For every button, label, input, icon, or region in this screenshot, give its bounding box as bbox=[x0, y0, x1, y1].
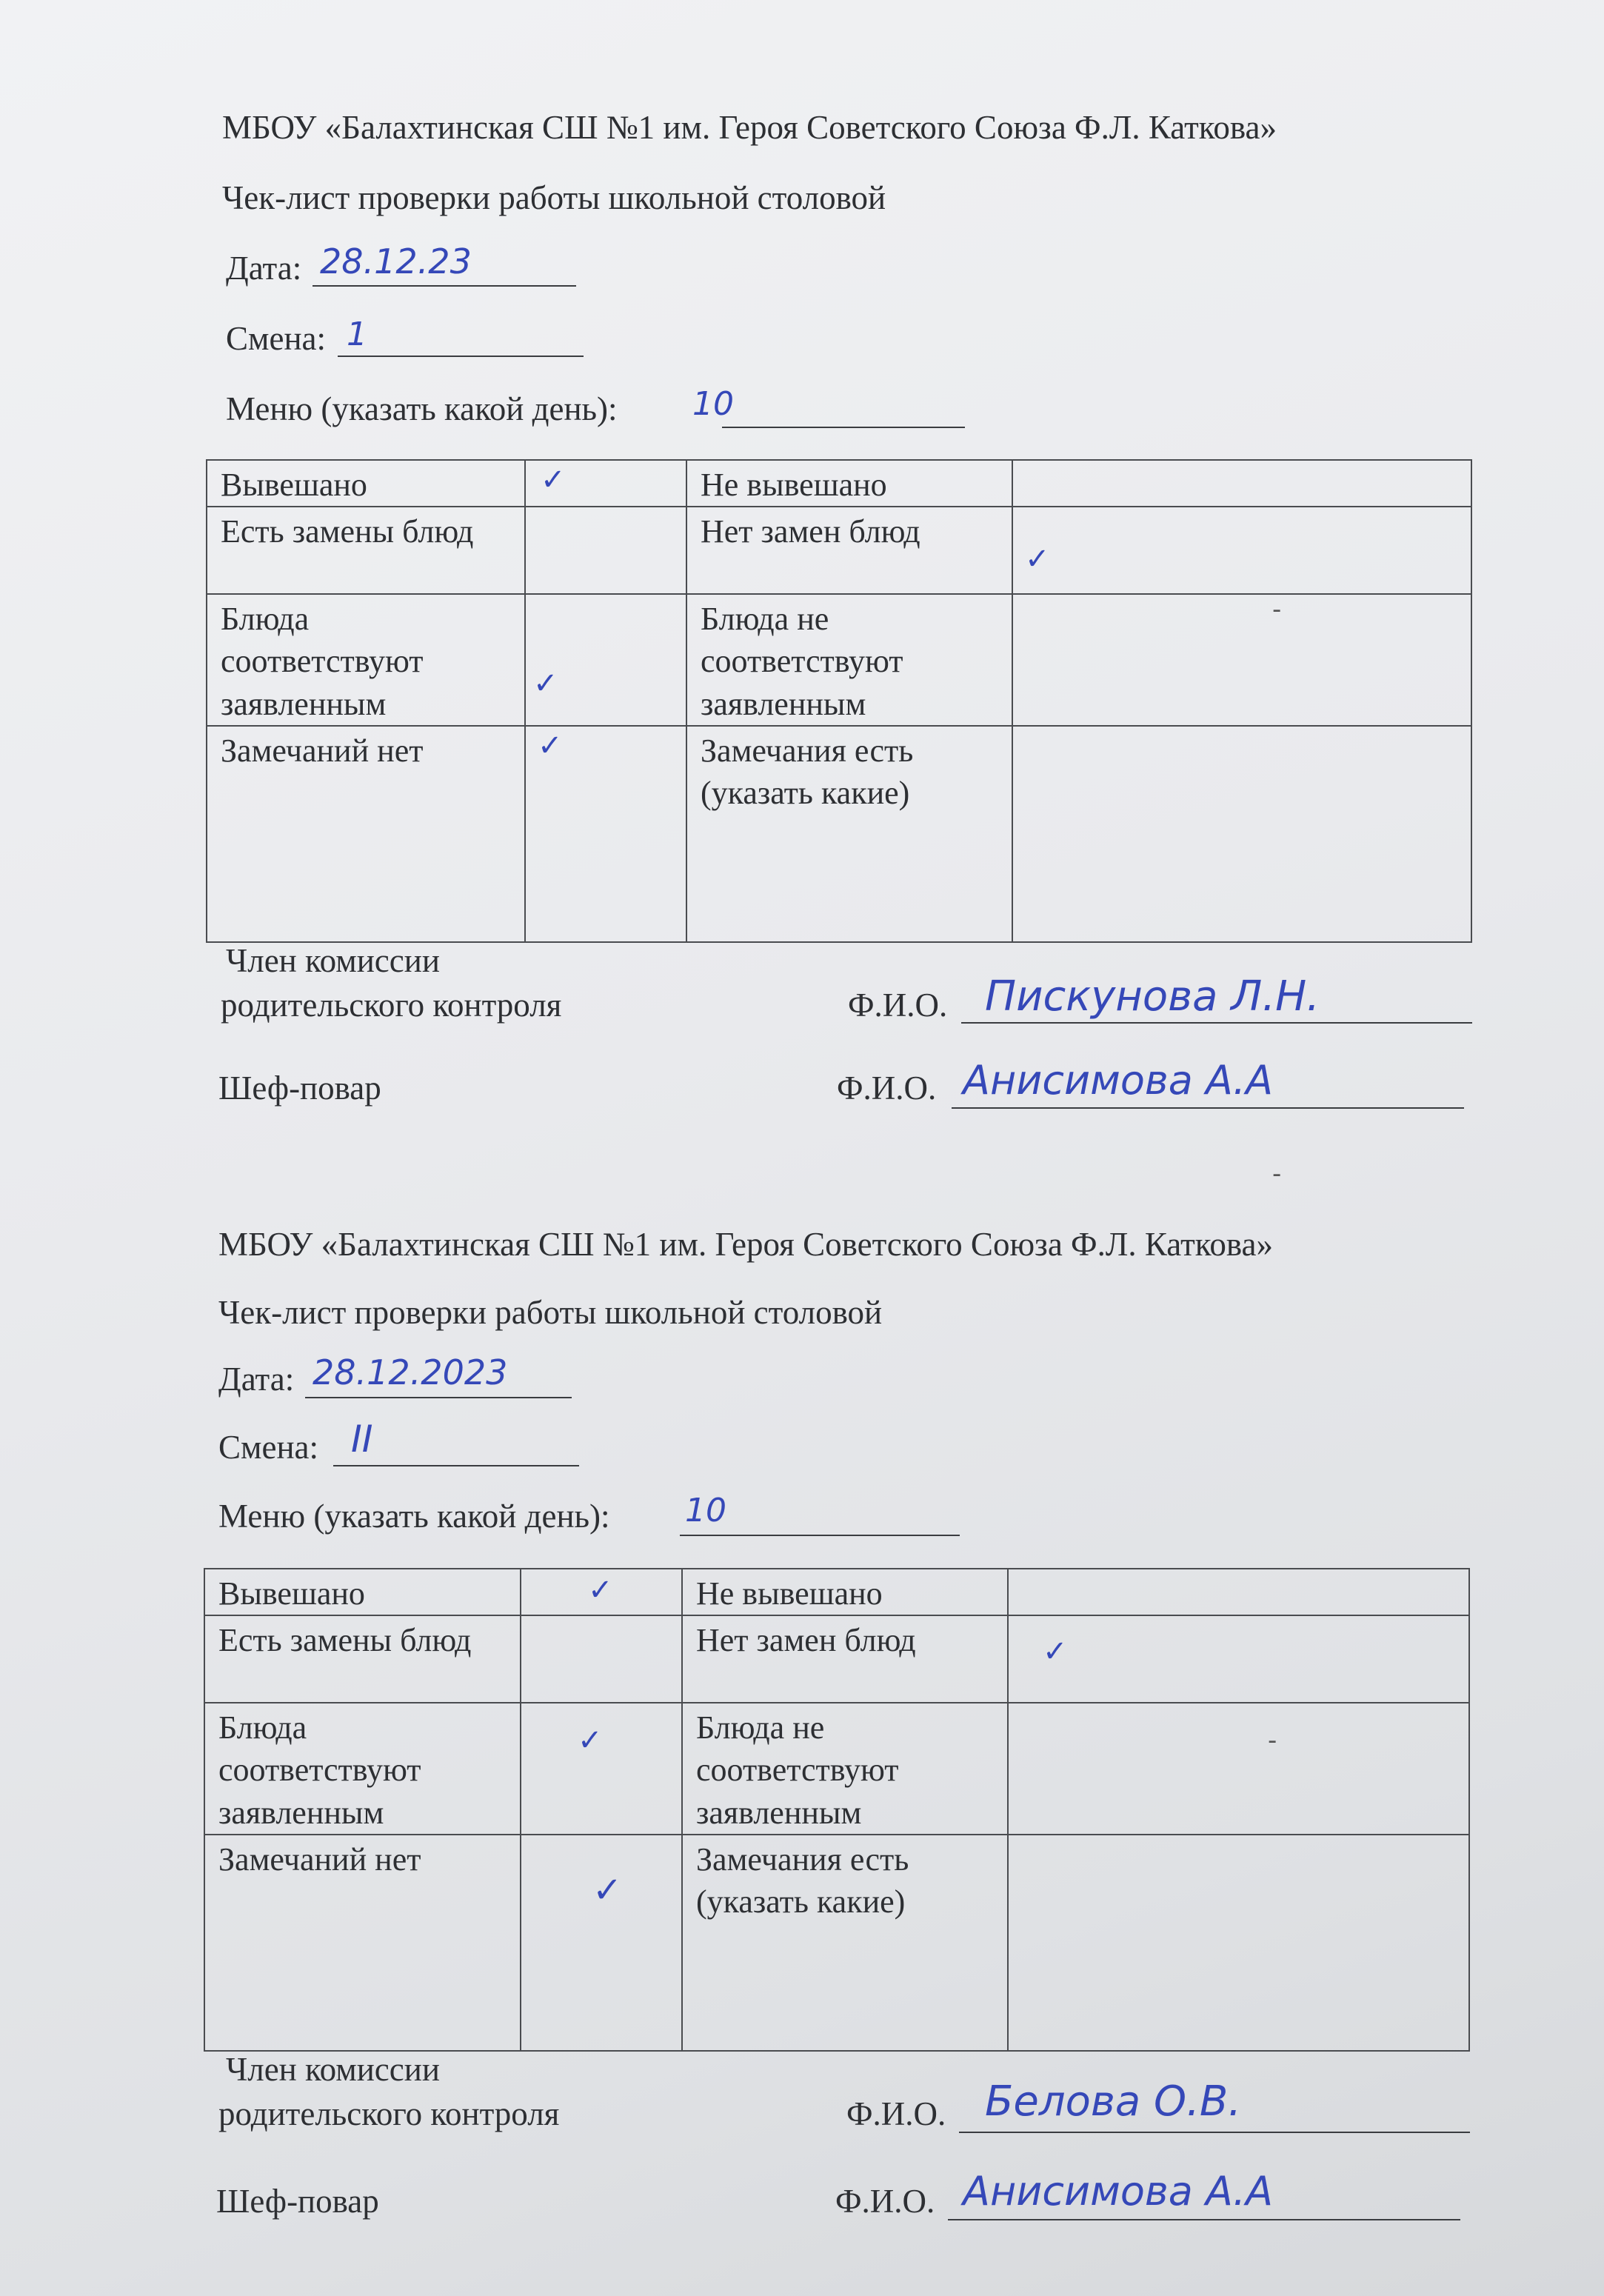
table-row bbox=[204, 1835, 1469, 2051]
school-name: МБОУ «Балахтинская СШ №1 им. Героя Советского Союза Ф.Л. Каткова» bbox=[218, 1226, 1273, 1263]
shift-field[interactable] bbox=[333, 1465, 579, 1466]
table-row bbox=[204, 1569, 1469, 1615]
school-name: МБОУ «Балахтинская СШ №1 им. Героя Советского Союза Ф.Л. Каткова» bbox=[222, 109, 1277, 146]
dash-mark: - bbox=[1268, 1726, 1277, 1756]
checkmark-icon: ✓ bbox=[588, 1573, 613, 1607]
table-row bbox=[207, 507, 1471, 594]
check-cell[interactable] bbox=[1008, 1569, 1469, 1615]
chef-label: Шеф-повар bbox=[216, 2183, 379, 2220]
check-cell[interactable] bbox=[1008, 1835, 1469, 2051]
chef-signature-field[interactable] bbox=[948, 2219, 1460, 2220]
date-label: Дата: bbox=[218, 1361, 295, 1398]
checklist-form-2 bbox=[0, 1111, 1604, 2266]
shift-field[interactable] bbox=[338, 356, 584, 357]
check-cell[interactable] bbox=[521, 1835, 682, 2051]
menu-label: Меню (указать какой день): bbox=[226, 390, 618, 427]
check-cell[interactable] bbox=[525, 726, 686, 942]
member-label-line-1: Член комиссии bbox=[226, 942, 440, 979]
checkmark-icon: ✓ bbox=[1025, 542, 1050, 577]
menu-label: Меню (указать какой день): bbox=[218, 1498, 610, 1535]
shift-label: Смена: bbox=[218, 1429, 319, 1466]
date-value: 28.12.2023 bbox=[313, 1352, 508, 1392]
menu-value: 10 bbox=[692, 385, 734, 423]
table-row bbox=[207, 460, 1471, 507]
table-cell: Замечания есть (указать какие) bbox=[682, 1835, 1008, 2051]
shift-value: 1 bbox=[347, 316, 367, 353]
check-cell[interactable] bbox=[521, 1569, 682, 1615]
table-cell: Блюда соответствуют заявленным bbox=[207, 594, 525, 726]
member-signature: Белова О.В. bbox=[985, 2078, 1242, 2126]
check-cell[interactable] bbox=[1012, 507, 1471, 594]
menu-value: 10 bbox=[685, 1492, 726, 1529]
member-label-line-1: Член комиссии bbox=[226, 2051, 440, 2088]
table-row bbox=[204, 1703, 1469, 1835]
fio-label: Ф.И.О. bbox=[848, 987, 948, 1024]
check-cell[interactable] bbox=[1012, 460, 1471, 507]
checkmark-icon: ✓ bbox=[533, 667, 558, 701]
table-cell: Вывешано bbox=[204, 1569, 521, 1615]
table-row bbox=[204, 1615, 1469, 1703]
form-title: Чек-лист проверки работы школьной столовой bbox=[222, 179, 886, 216]
fio-label: Ф.И.О. bbox=[835, 2183, 935, 2220]
form-title: Чек-лист проверки работы школьной столовой bbox=[218, 1294, 883, 1331]
check-cell[interactable] bbox=[1008, 1615, 1469, 1703]
shift-label: Смена: bbox=[226, 320, 327, 357]
checkmark-icon: ✓ bbox=[578, 1723, 603, 1758]
member-label-line-2: родительского контроля bbox=[221, 987, 562, 1024]
member-label-line-2: родительского контроля bbox=[218, 2095, 560, 2132]
member-signature-field[interactable] bbox=[959, 2132, 1470, 2133]
checkmark-icon: ✓ bbox=[1043, 1635, 1068, 1669]
table-row bbox=[207, 594, 1471, 726]
check-cell[interactable] bbox=[525, 507, 686, 594]
table-cell: Вывешано bbox=[207, 460, 525, 507]
table-cell: Есть замены блюд bbox=[204, 1615, 521, 1703]
menu-field[interactable] bbox=[722, 427, 965, 428]
table-row bbox=[207, 726, 1471, 942]
menu-field[interactable] bbox=[680, 1535, 960, 1536]
check-cell[interactable] bbox=[525, 594, 686, 726]
fio-label: Ф.И.О. bbox=[846, 2095, 946, 2132]
shift-value: II bbox=[351, 1418, 373, 1461]
checklist-table bbox=[204, 1568, 1470, 2052]
fio-label: Ф.И.О. bbox=[837, 1069, 937, 1107]
check-cell[interactable] bbox=[1008, 1703, 1469, 1835]
table-cell: Есть замены блюд bbox=[207, 507, 525, 594]
table-cell: Нет замен блюд bbox=[686, 507, 1012, 594]
stray-mark: - bbox=[1272, 1159, 1282, 1189]
checkmark-icon: ✓ bbox=[541, 463, 566, 497]
checkmark-icon: ✓ bbox=[592, 1869, 623, 1912]
chef-label: Шеф-повар bbox=[218, 1069, 381, 1107]
member-signature: Пискунова Л.Н. bbox=[985, 972, 1320, 1021]
table-cell: Не вывешано bbox=[686, 460, 1012, 507]
table-cell: Замечаний нет bbox=[204, 1835, 521, 2051]
table-cell: Нет замен блюд bbox=[682, 1615, 1008, 1703]
chef-signature: Анисимова А.А bbox=[963, 2168, 1274, 2215]
chef-signature: Анисимова А.А bbox=[963, 1057, 1274, 1104]
chef-signature-field[interactable] bbox=[952, 1107, 1464, 1109]
member-signature-field[interactable] bbox=[961, 1022, 1472, 1024]
table-cell: Блюда не соответствуют заявленным bbox=[682, 1703, 1008, 1835]
check-cell[interactable] bbox=[525, 460, 686, 507]
checkmark-icon: ✓ bbox=[538, 728, 563, 763]
date-value: 28.12.23 bbox=[320, 241, 472, 281]
date-field[interactable] bbox=[313, 285, 576, 287]
checklist-table bbox=[206, 459, 1472, 943]
check-cell[interactable] bbox=[521, 1615, 682, 1703]
table-cell: Блюда соответствуют заявленным bbox=[204, 1703, 521, 1835]
date-field[interactable] bbox=[305, 1397, 572, 1398]
table-cell: Блюда не соответствуют заявленным bbox=[686, 594, 1012, 726]
dash-mark: - bbox=[1272, 595, 1282, 625]
date-label: Дата: bbox=[226, 250, 302, 287]
check-cell[interactable] bbox=[1012, 726, 1471, 942]
table-cell: Замечаний нет bbox=[207, 726, 525, 942]
table-cell: Замечания есть (указать какие) bbox=[686, 726, 1012, 942]
check-cell[interactable] bbox=[1012, 594, 1471, 726]
table-cell: Не вывешано bbox=[682, 1569, 1008, 1615]
check-cell[interactable] bbox=[521, 1703, 682, 1835]
